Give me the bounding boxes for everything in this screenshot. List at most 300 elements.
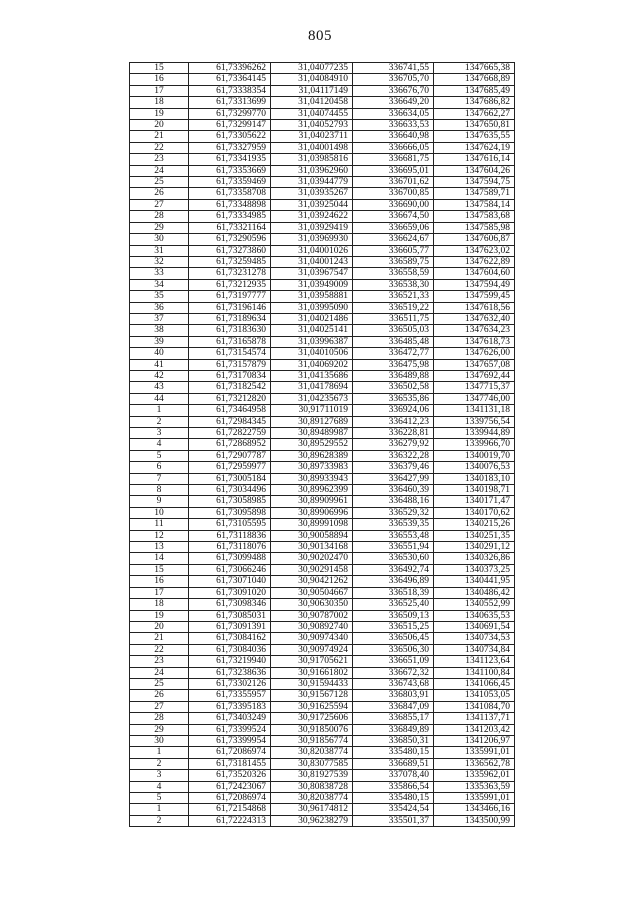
latitude-cell: 61,73157879 bbox=[189, 359, 271, 370]
point-number-cell: 40 bbox=[130, 348, 189, 359]
point-number-cell: 13 bbox=[130, 542, 189, 553]
longitude-cell: 30,91594433 bbox=[271, 678, 353, 689]
y-coordinate-cell: 1347634,23 bbox=[434, 325, 515, 336]
latitude-cell: 61,73358708 bbox=[189, 188, 271, 199]
x-coordinate-cell: 336496,89 bbox=[353, 576, 434, 587]
latitude-cell: 61,73181455 bbox=[189, 758, 271, 769]
latitude-cell: 61,72868952 bbox=[189, 439, 271, 450]
latitude-cell: 61,72224313 bbox=[189, 815, 271, 826]
y-coordinate-cell: 1347585,98 bbox=[434, 222, 515, 233]
y-coordinate-cell: 1341203,42 bbox=[434, 724, 515, 735]
coordinates-table-body bbox=[130, 63, 515, 827]
longitude-cell: 30,89628389 bbox=[271, 450, 353, 461]
longitude-cell: 30,91705621 bbox=[271, 656, 353, 667]
x-coordinate-cell: 336518,39 bbox=[353, 587, 434, 598]
longitude-cell: 31,04001026 bbox=[271, 245, 353, 256]
latitude-cell: 61,73238636 bbox=[189, 667, 271, 678]
x-coordinate-cell: 336666,05 bbox=[353, 142, 434, 153]
point-number-cell: 29 bbox=[130, 724, 189, 735]
latitude-cell: 61,73095898 bbox=[189, 507, 271, 518]
y-coordinate-cell: 1347650,81 bbox=[434, 120, 515, 131]
x-coordinate-cell: 336743,68 bbox=[353, 678, 434, 689]
longitude-cell: 30,90202470 bbox=[271, 553, 353, 564]
latitude-cell: 61,73348898 bbox=[189, 199, 271, 210]
longitude-cell: 30,91856774 bbox=[271, 735, 353, 746]
point-number-cell: 2 bbox=[130, 758, 189, 769]
longitude-cell: 31,04001243 bbox=[271, 256, 353, 267]
x-coordinate-cell: 336472,77 bbox=[353, 348, 434, 359]
latitude-cell: 61,73091391 bbox=[189, 621, 271, 632]
y-coordinate-cell: 1347606,87 bbox=[434, 234, 515, 245]
latitude-cell: 61,73403249 bbox=[189, 713, 271, 724]
point-number-cell: 23 bbox=[130, 154, 189, 165]
y-coordinate-cell: 1347657,08 bbox=[434, 359, 515, 370]
y-coordinate-cell: 1343500,99 bbox=[434, 815, 515, 826]
table-row bbox=[130, 348, 515, 359]
latitude-cell: 61,72984345 bbox=[189, 416, 271, 427]
x-coordinate-cell: 335866,54 bbox=[353, 781, 434, 792]
y-coordinate-cell: 1347662,27 bbox=[434, 108, 515, 119]
point-number-cell: 6 bbox=[130, 462, 189, 473]
y-coordinate-cell: 1347626,00 bbox=[434, 348, 515, 359]
longitude-cell: 31,03929419 bbox=[271, 222, 353, 233]
x-coordinate-cell: 336492,74 bbox=[353, 564, 434, 575]
y-coordinate-cell: 1347624,19 bbox=[434, 142, 515, 153]
table-row bbox=[130, 154, 515, 165]
latitude-cell: 61,73085031 bbox=[189, 610, 271, 621]
x-coordinate-cell: 336651,09 bbox=[353, 656, 434, 667]
y-coordinate-cell: 1347623,02 bbox=[434, 245, 515, 256]
table-row bbox=[130, 610, 515, 621]
x-coordinate-cell: 336689,51 bbox=[353, 758, 434, 769]
y-coordinate-cell: 1340635,53 bbox=[434, 610, 515, 621]
point-number-cell: 24 bbox=[130, 667, 189, 678]
x-coordinate-cell: 336558,59 bbox=[353, 268, 434, 279]
point-number-cell: 5 bbox=[130, 793, 189, 804]
point-number-cell: 5 bbox=[130, 450, 189, 461]
point-number-cell: 25 bbox=[130, 678, 189, 689]
point-number-cell: 7 bbox=[130, 473, 189, 484]
point-number-cell: 2 bbox=[130, 416, 189, 427]
point-number-cell: 23 bbox=[130, 656, 189, 667]
y-coordinate-cell: 1347618,73 bbox=[434, 336, 515, 347]
table-row bbox=[130, 142, 515, 153]
table-row bbox=[130, 599, 515, 610]
point-number-cell: 4 bbox=[130, 781, 189, 792]
latitude-cell: 61,72907787 bbox=[189, 450, 271, 461]
longitude-cell: 31,04025141 bbox=[271, 325, 353, 336]
y-coordinate-cell: 1340215,26 bbox=[434, 519, 515, 530]
y-coordinate-cell: 1340291,12 bbox=[434, 542, 515, 553]
latitude-cell: 61,73098346 bbox=[189, 599, 271, 610]
latitude-cell: 61,73396262 bbox=[189, 63, 271, 74]
table-row bbox=[130, 678, 515, 689]
point-number-cell: 18 bbox=[130, 599, 189, 610]
longitude-cell: 30,89933943 bbox=[271, 473, 353, 484]
point-number-cell: 4 bbox=[130, 439, 189, 450]
table-row bbox=[130, 713, 515, 724]
y-coordinate-cell: 1343466,16 bbox=[434, 804, 515, 815]
longitude-cell: 30,82038774 bbox=[271, 747, 353, 758]
longitude-cell: 30,91850076 bbox=[271, 724, 353, 735]
longitude-cell: 31,03962960 bbox=[271, 165, 353, 176]
y-coordinate-cell: 1347599,45 bbox=[434, 291, 515, 302]
y-coordinate-cell: 1347594,49 bbox=[434, 279, 515, 290]
latitude-cell: 61,73464958 bbox=[189, 405, 271, 416]
x-coordinate-cell: 335424,54 bbox=[353, 804, 434, 815]
table-row bbox=[130, 393, 515, 404]
table-row bbox=[130, 325, 515, 336]
longitude-cell: 30,89909961 bbox=[271, 496, 353, 507]
x-coordinate-cell: 336427,99 bbox=[353, 473, 434, 484]
longitude-cell: 30,83077585 bbox=[271, 758, 353, 769]
y-coordinate-cell: 1340326,86 bbox=[434, 553, 515, 564]
latitude-cell: 61,72959977 bbox=[189, 462, 271, 473]
latitude-cell: 61,72086974 bbox=[189, 747, 271, 758]
table-row bbox=[130, 690, 515, 701]
latitude-cell: 61,73359469 bbox=[189, 177, 271, 188]
point-number-cell: 25 bbox=[130, 177, 189, 188]
point-number-cell: 19 bbox=[130, 610, 189, 621]
table-row bbox=[130, 576, 515, 587]
table-row bbox=[130, 302, 515, 313]
point-number-cell: 10 bbox=[130, 507, 189, 518]
latitude-cell: 61,73290596 bbox=[189, 234, 271, 245]
table-row bbox=[130, 74, 515, 85]
latitude-cell: 61,73034496 bbox=[189, 485, 271, 496]
table-row bbox=[130, 416, 515, 427]
x-coordinate-cell: 336701,62 bbox=[353, 177, 434, 188]
point-number-cell: 20 bbox=[130, 621, 189, 632]
x-coordinate-cell: 336634,05 bbox=[353, 108, 434, 119]
longitude-cell: 31,04010506 bbox=[271, 348, 353, 359]
table-row bbox=[130, 428, 515, 439]
x-coordinate-cell: 336849,89 bbox=[353, 724, 434, 735]
x-coordinate-cell: 336850,31 bbox=[353, 735, 434, 746]
latitude-cell: 61,73084162 bbox=[189, 633, 271, 644]
point-number-cell: 1 bbox=[130, 804, 189, 815]
table-row bbox=[130, 553, 515, 564]
point-number-cell: 33 bbox=[130, 268, 189, 279]
point-number-cell: 21 bbox=[130, 633, 189, 644]
y-coordinate-cell: 1347618,56 bbox=[434, 302, 515, 313]
point-number-cell: 17 bbox=[130, 587, 189, 598]
y-coordinate-cell: 1347584,14 bbox=[434, 199, 515, 210]
x-coordinate-cell: 336924,06 bbox=[353, 405, 434, 416]
longitude-cell: 30,80838728 bbox=[271, 781, 353, 792]
point-number-cell: 21 bbox=[130, 131, 189, 142]
x-coordinate-cell: 336589,75 bbox=[353, 256, 434, 267]
table-row bbox=[130, 542, 515, 553]
y-coordinate-cell: 1341131,18 bbox=[434, 405, 515, 416]
point-number-cell: 26 bbox=[130, 188, 189, 199]
table-row bbox=[130, 279, 515, 290]
x-coordinate-cell: 336640,98 bbox=[353, 131, 434, 142]
table-row bbox=[130, 667, 515, 678]
point-number-cell: 43 bbox=[130, 382, 189, 393]
latitude-cell: 61,73321164 bbox=[189, 222, 271, 233]
longitude-cell: 30,96174812 bbox=[271, 804, 353, 815]
x-coordinate-cell: 336538,30 bbox=[353, 279, 434, 290]
point-number-cell: 11 bbox=[130, 519, 189, 530]
latitude-cell: 61,72822759 bbox=[189, 428, 271, 439]
latitude-cell: 61,73005184 bbox=[189, 473, 271, 484]
x-coordinate-cell: 336659,06 bbox=[353, 222, 434, 233]
point-number-cell: 24 bbox=[130, 165, 189, 176]
table-row bbox=[130, 177, 515, 188]
y-coordinate-cell: 1340019,70 bbox=[434, 450, 515, 461]
y-coordinate-cell: 1341066,45 bbox=[434, 678, 515, 689]
table-row bbox=[130, 701, 515, 712]
table-row bbox=[130, 564, 515, 575]
point-number-cell: 22 bbox=[130, 142, 189, 153]
longitude-cell: 31,03958881 bbox=[271, 291, 353, 302]
x-coordinate-cell: 336695,01 bbox=[353, 165, 434, 176]
point-number-cell: 14 bbox=[130, 553, 189, 564]
longitude-cell: 30,89733983 bbox=[271, 462, 353, 473]
point-number-cell: 38 bbox=[130, 325, 189, 336]
x-coordinate-cell: 336539,35 bbox=[353, 519, 434, 530]
latitude-cell: 61,73305622 bbox=[189, 131, 271, 142]
y-coordinate-cell: 1347692,44 bbox=[434, 370, 515, 381]
y-coordinate-cell: 1347685,49 bbox=[434, 85, 515, 96]
table-row bbox=[130, 770, 515, 781]
x-coordinate-cell: 336741,55 bbox=[353, 63, 434, 74]
x-coordinate-cell: 336322,28 bbox=[353, 450, 434, 461]
table-row bbox=[130, 644, 515, 655]
point-number-cell: 19 bbox=[130, 108, 189, 119]
x-coordinate-cell: 335501,37 bbox=[353, 815, 434, 826]
y-coordinate-cell: 1347589,71 bbox=[434, 188, 515, 199]
longitude-cell: 31,04001498 bbox=[271, 142, 353, 153]
table-row bbox=[130, 63, 515, 74]
longitude-cell: 31,04021486 bbox=[271, 313, 353, 324]
x-coordinate-cell: 336228,81 bbox=[353, 428, 434, 439]
table-row bbox=[130, 188, 515, 199]
latitude-cell: 61,73341935 bbox=[189, 154, 271, 165]
y-coordinate-cell: 1336562,78 bbox=[434, 758, 515, 769]
table-row bbox=[130, 507, 515, 518]
table-row bbox=[130, 530, 515, 541]
latitude-cell: 61,73084036 bbox=[189, 644, 271, 655]
x-coordinate-cell: 336515,25 bbox=[353, 621, 434, 632]
longitude-cell: 31,03944779 bbox=[271, 177, 353, 188]
latitude-cell: 61,73299770 bbox=[189, 108, 271, 119]
x-coordinate-cell: 336412,23 bbox=[353, 416, 434, 427]
table-row bbox=[130, 336, 515, 347]
x-coordinate-cell: 336475,98 bbox=[353, 359, 434, 370]
longitude-cell: 30,90134168 bbox=[271, 542, 353, 553]
y-coordinate-cell: 1347686,82 bbox=[434, 97, 515, 108]
latitude-cell: 61,73212935 bbox=[189, 279, 271, 290]
table-row bbox=[130, 758, 515, 769]
latitude-cell: 61,73399954 bbox=[189, 735, 271, 746]
coordinates-table bbox=[129, 62, 515, 827]
table-row bbox=[130, 405, 515, 416]
table-row bbox=[130, 633, 515, 644]
x-coordinate-cell: 336803,91 bbox=[353, 690, 434, 701]
y-coordinate-cell: 1341084,70 bbox=[434, 701, 515, 712]
longitude-cell: 30,89489987 bbox=[271, 428, 353, 439]
latitude-cell: 61,73118076 bbox=[189, 542, 271, 553]
y-coordinate-cell: 1340373,25 bbox=[434, 564, 515, 575]
latitude-cell: 61,73105595 bbox=[189, 519, 271, 530]
table-row bbox=[130, 439, 515, 450]
table-row bbox=[130, 519, 515, 530]
x-coordinate-cell: 336379,46 bbox=[353, 462, 434, 473]
longitude-cell: 30,81927539 bbox=[271, 770, 353, 781]
point-number-cell: 26 bbox=[130, 690, 189, 701]
latitude-cell: 61,72086974 bbox=[189, 793, 271, 804]
table-row bbox=[130, 473, 515, 484]
point-number-cell: 27 bbox=[130, 701, 189, 712]
x-coordinate-cell: 336506,30 bbox=[353, 644, 434, 655]
y-coordinate-cell: 1339966,70 bbox=[434, 439, 515, 450]
point-number-cell: 39 bbox=[130, 336, 189, 347]
point-number-cell: 22 bbox=[130, 644, 189, 655]
point-number-cell: 16 bbox=[130, 576, 189, 587]
longitude-cell: 30,90974924 bbox=[271, 644, 353, 655]
point-number-cell: 20 bbox=[130, 120, 189, 131]
longitude-cell: 30,89991098 bbox=[271, 519, 353, 530]
table-row bbox=[130, 656, 515, 667]
x-coordinate-cell: 336521,33 bbox=[353, 291, 434, 302]
longitude-cell: 30,91725606 bbox=[271, 713, 353, 724]
table-row bbox=[130, 382, 515, 393]
longitude-cell: 31,04077235 bbox=[271, 63, 353, 74]
x-coordinate-cell: 335480,15 bbox=[353, 747, 434, 758]
latitude-cell: 61,73364145 bbox=[189, 74, 271, 85]
y-coordinate-cell: 1347635,55 bbox=[434, 131, 515, 142]
longitude-cell: 30,90058894 bbox=[271, 530, 353, 541]
y-coordinate-cell: 1340691,54 bbox=[434, 621, 515, 632]
table-row bbox=[130, 97, 515, 108]
point-number-cell: 8 bbox=[130, 485, 189, 496]
point-number-cell: 1 bbox=[130, 405, 189, 416]
longitude-cell: 31,03995090 bbox=[271, 302, 353, 313]
y-coordinate-cell: 1341137,71 bbox=[434, 713, 515, 724]
x-coordinate-cell: 336676,70 bbox=[353, 85, 434, 96]
latitude-cell: 61,72423067 bbox=[189, 781, 271, 792]
table-row bbox=[130, 222, 515, 233]
point-number-cell: 34 bbox=[130, 279, 189, 290]
point-number-cell: 29 bbox=[130, 222, 189, 233]
table-row bbox=[130, 496, 515, 507]
longitude-cell: 30,90504667 bbox=[271, 587, 353, 598]
y-coordinate-cell: 1340486,42 bbox=[434, 587, 515, 598]
x-coordinate-cell: 336460,39 bbox=[353, 485, 434, 496]
x-coordinate-cell: 336847,09 bbox=[353, 701, 434, 712]
x-coordinate-cell: 336529,32 bbox=[353, 507, 434, 518]
page-number: 805 bbox=[308, 28, 332, 44]
table-row bbox=[130, 804, 515, 815]
x-coordinate-cell: 336681,75 bbox=[353, 154, 434, 165]
y-coordinate-cell: 1347604,26 bbox=[434, 165, 515, 176]
y-coordinate-cell: 1341206,97 bbox=[434, 735, 515, 746]
latitude-cell: 61,73154574 bbox=[189, 348, 271, 359]
x-coordinate-cell: 336509,13 bbox=[353, 610, 434, 621]
x-coordinate-cell: 336674,50 bbox=[353, 211, 434, 222]
y-coordinate-cell: 1340734,53 bbox=[434, 633, 515, 644]
table-row bbox=[130, 587, 515, 598]
table-row bbox=[130, 256, 515, 267]
table-row bbox=[130, 245, 515, 256]
latitude-cell: 61,73353669 bbox=[189, 165, 271, 176]
x-coordinate-cell: 336502,58 bbox=[353, 382, 434, 393]
y-coordinate-cell: 1341053,05 bbox=[434, 690, 515, 701]
y-coordinate-cell: 1347746,00 bbox=[434, 393, 515, 404]
point-number-cell: 41 bbox=[130, 359, 189, 370]
longitude-cell: 31,04120458 bbox=[271, 97, 353, 108]
point-number-cell: 2 bbox=[130, 815, 189, 826]
point-number-cell: 36 bbox=[130, 302, 189, 313]
latitude-cell: 61,73189634 bbox=[189, 313, 271, 324]
point-number-cell: 3 bbox=[130, 428, 189, 439]
x-coordinate-cell: 336855,17 bbox=[353, 713, 434, 724]
latitude-cell: 61,73355957 bbox=[189, 690, 271, 701]
table-row bbox=[130, 268, 515, 279]
y-coordinate-cell: 1340076,53 bbox=[434, 462, 515, 473]
x-coordinate-cell: 336530,60 bbox=[353, 553, 434, 564]
latitude-cell: 61,73058985 bbox=[189, 496, 271, 507]
y-coordinate-cell: 1335363,59 bbox=[434, 781, 515, 792]
longitude-cell: 31,04135686 bbox=[271, 370, 353, 381]
table-row bbox=[130, 370, 515, 381]
y-coordinate-cell: 1347668,89 bbox=[434, 74, 515, 85]
longitude-cell: 31,04023711 bbox=[271, 131, 353, 142]
point-number-cell: 15 bbox=[130, 63, 189, 74]
latitude-cell: 61,73399524 bbox=[189, 724, 271, 735]
latitude-cell: 61,73212820 bbox=[189, 393, 271, 404]
longitude-cell: 31,03967547 bbox=[271, 268, 353, 279]
longitude-cell: 31,04117149 bbox=[271, 85, 353, 96]
y-coordinate-cell: 1340251,35 bbox=[434, 530, 515, 541]
x-coordinate-cell: 336489,88 bbox=[353, 370, 434, 381]
y-coordinate-cell: 1335991,01 bbox=[434, 793, 515, 804]
longitude-cell: 30,91711019 bbox=[271, 405, 353, 416]
point-number-cell: 18 bbox=[130, 97, 189, 108]
table-row bbox=[130, 485, 515, 496]
longitude-cell: 30,89529552 bbox=[271, 439, 353, 450]
table-row bbox=[130, 724, 515, 735]
latitude-cell: 61,73334985 bbox=[189, 211, 271, 222]
x-coordinate-cell: 336535,86 bbox=[353, 393, 434, 404]
y-coordinate-cell: 1339944,89 bbox=[434, 428, 515, 439]
latitude-cell: 61,73071040 bbox=[189, 576, 271, 587]
latitude-cell: 61,73395183 bbox=[189, 701, 271, 712]
longitude-cell: 30,90787002 bbox=[271, 610, 353, 621]
latitude-cell: 61,73219940 bbox=[189, 656, 271, 667]
point-number-cell: 3 bbox=[130, 770, 189, 781]
longitude-cell: 30,91567128 bbox=[271, 690, 353, 701]
y-coordinate-cell: 1340552,99 bbox=[434, 599, 515, 610]
latitude-cell: 61,73313699 bbox=[189, 97, 271, 108]
longitude-cell: 30,90421262 bbox=[271, 576, 353, 587]
y-coordinate-cell: 1347622,89 bbox=[434, 256, 515, 267]
longitude-cell: 31,04235673 bbox=[271, 393, 353, 404]
point-number-cell: 12 bbox=[130, 530, 189, 541]
point-number-cell: 44 bbox=[130, 393, 189, 404]
latitude-cell: 61,73259485 bbox=[189, 256, 271, 267]
latitude-cell: 61,73183630 bbox=[189, 325, 271, 336]
point-number-cell: 28 bbox=[130, 211, 189, 222]
x-coordinate-cell: 336672,32 bbox=[353, 667, 434, 678]
table-row bbox=[130, 747, 515, 758]
latitude-cell: 61,73327959 bbox=[189, 142, 271, 153]
longitude-cell: 30,82038774 bbox=[271, 793, 353, 804]
table-row bbox=[130, 313, 515, 324]
latitude-cell: 61,73197777 bbox=[189, 291, 271, 302]
